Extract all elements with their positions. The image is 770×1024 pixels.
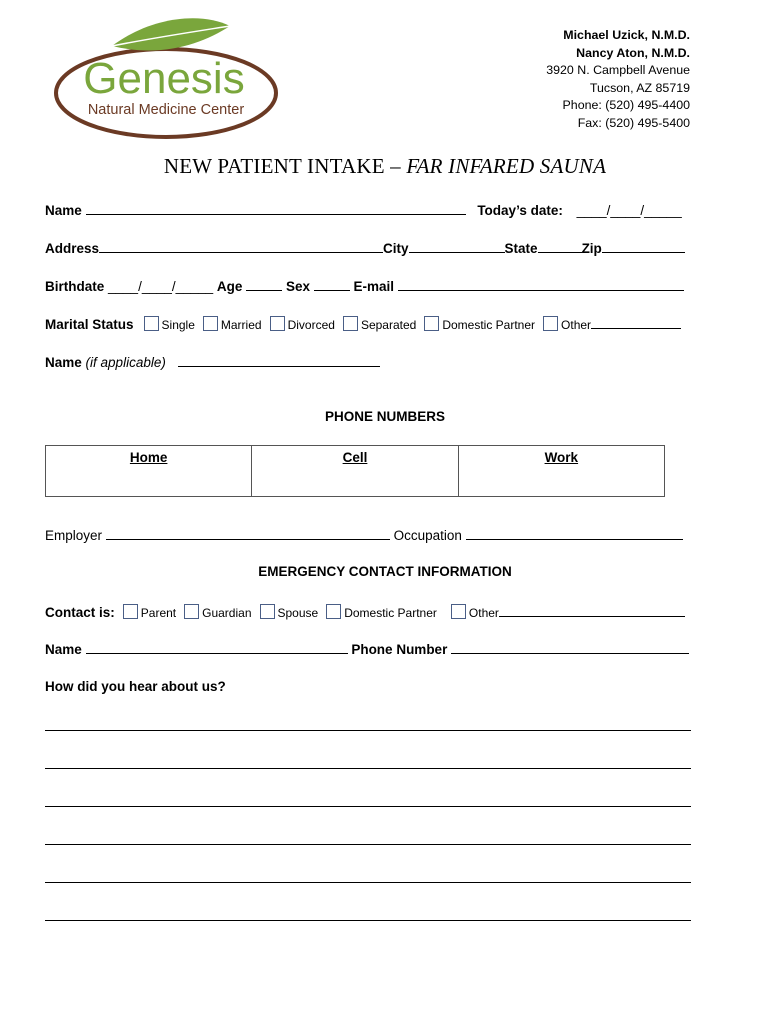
logo-name: Genesis <box>83 54 245 103</box>
leaf-icon <box>112 18 230 50</box>
city-state-zip: Tucson, AZ 85719 <box>589 80 690 95</box>
phone-numbers-table <box>45 445 665 497</box>
referral-line-4[interactable] <box>45 844 691 845</box>
fax: Fax: (520) 495-5400 <box>577 115 690 130</box>
address-field[interactable] <box>99 239 383 253</box>
emergency-name-field[interactable] <box>86 640 348 654</box>
parent-checkbox[interactable] <box>123 604 138 619</box>
phone-numbers-heading: PHONE NUMBERS <box>324 409 445 424</box>
domestic-partner-checkbox[interactable] <box>424 316 439 331</box>
sex-field[interactable] <box>314 277 350 291</box>
employer-field[interactable] <box>106 526 390 540</box>
emergency-other-field[interactable] <box>499 603 685 617</box>
single-checkbox[interactable] <box>144 316 159 331</box>
doctor-2: Nancy Aton, N.M.D. <box>576 45 690 60</box>
other-checkbox[interactable] <box>543 316 558 331</box>
todays-date-field[interactable]: ____/____/_____ <box>576 203 682 218</box>
genesis-logo <box>52 18 280 140</box>
spouse-name-row: Name (if applicable) <box>45 353 380 372</box>
referral-question: How did you hear about us? <box>45 679 226 694</box>
contact-is-row: Contact is: Parent Guardian Spouse Domestic Partner Other <box>45 603 685 622</box>
birthdate-row: Birthdate ____/____/_____ Age Sex E-mail <box>45 277 684 296</box>
spouse-checkbox[interactable] <box>260 604 275 619</box>
email-field[interactable] <box>398 277 684 291</box>
employment-row: Employer Occupation <box>45 526 683 545</box>
separated-checkbox[interactable] <box>343 316 358 331</box>
doctor-1: Michael Uzick, N.M.D. <box>563 28 690 42</box>
city-field[interactable] <box>409 239 505 253</box>
referral-line-5[interactable] <box>45 882 691 883</box>
name-field[interactable] <box>86 201 466 215</box>
referral-line-1[interactable] <box>45 730 691 731</box>
referral-line-6[interactable] <box>45 920 691 921</box>
married-checkbox[interactable] <box>203 316 218 331</box>
guardian-checkbox[interactable] <box>184 604 199 619</box>
practice-contact <box>546 27 690 133</box>
referral-line-2[interactable] <box>45 768 691 769</box>
divorced-checkbox[interactable] <box>270 316 285 331</box>
work-phone-cell[interactable]: Work <box>458 446 664 497</box>
marital-status-row: Marital Status Single Married Divorced Separated Domestic Partner Other <box>45 315 681 334</box>
referral-line-3[interactable] <box>45 806 691 807</box>
state-field[interactable] <box>538 239 582 253</box>
emergency-phone-field[interactable] <box>451 640 689 654</box>
emergency-name-row: Name Phone Number <box>45 640 689 659</box>
street-address: 3920 N. Campbell Avenue <box>546 63 690 78</box>
marital-other-field[interactable] <box>591 315 681 329</box>
cell-phone-cell[interactable]: Cell <box>252 446 458 497</box>
zip-field[interactable] <box>602 239 685 253</box>
address-row: Address City State Zip <box>45 239 685 258</box>
occupation-field[interactable] <box>466 526 683 540</box>
birthdate-field[interactable]: ____/____/_____ <box>108 279 214 294</box>
emergency-heading: EMERGENCY CONTACT INFORMATION <box>258 564 512 579</box>
emergency-other-checkbox[interactable] <box>451 604 466 619</box>
spouse-name-field[interactable] <box>178 353 380 367</box>
logo-subtitle: Natural Medicine Center <box>87 102 245 118</box>
age-field[interactable] <box>246 277 282 291</box>
emergency-domestic-partner-checkbox[interactable] <box>326 604 341 619</box>
name-row: Name Today’s date: ____/____/_____ <box>45 203 682 218</box>
home-phone-cell[interactable]: Home <box>46 446 252 497</box>
form-title: NEW PATIENT INTAKE – FAR INFARED SAUNA <box>163 154 607 178</box>
phone: Phone: (520) 495-4400 <box>562 98 690 113</box>
